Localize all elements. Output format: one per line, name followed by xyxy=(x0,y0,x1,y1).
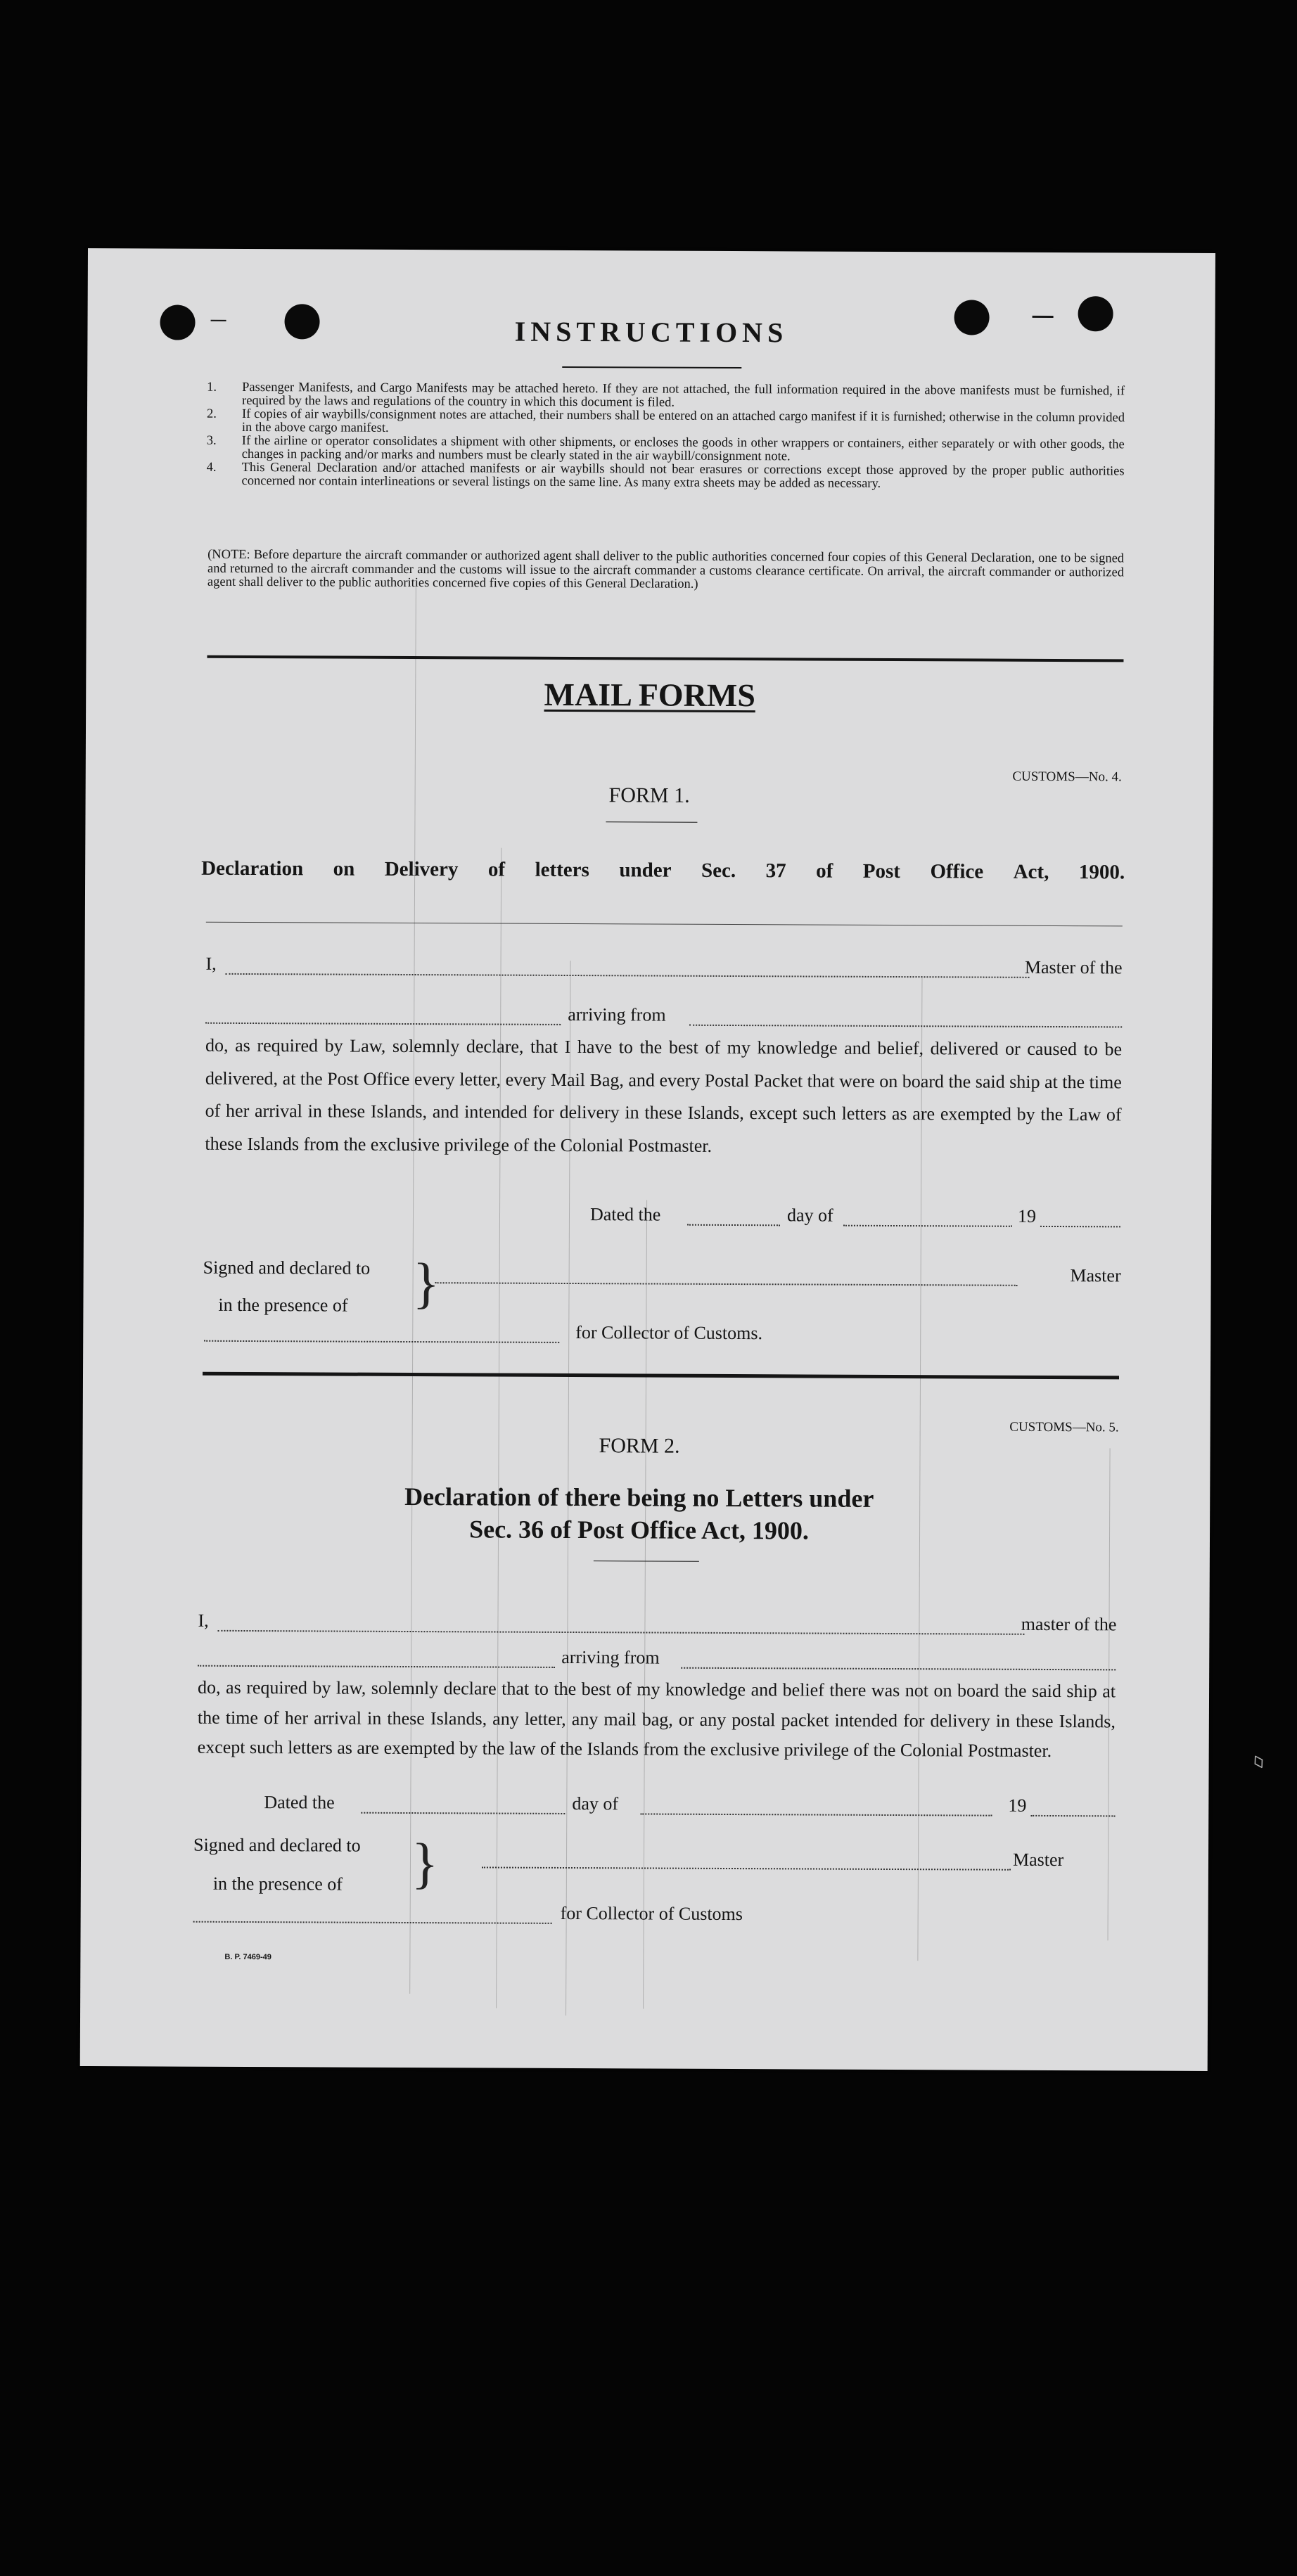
form1-master-signature-field[interactable] xyxy=(435,1282,1018,1286)
form1-for-collector: for Collector of Customs. xyxy=(575,1322,763,1344)
form2-arriving-from: arriving from xyxy=(561,1646,660,1668)
form1-master-label: Master xyxy=(1070,1265,1121,1286)
form1-signed-line1: Signed and declared to xyxy=(203,1257,371,1279)
instruction-item: 2. If copies of air waybills/consignment notes are attached, their numbers shall be entered on an attached cargo manifest if it is furnished; otherwise in the column provided in the above cargo manifest. xyxy=(206,406,1125,435)
form1-declaration-heading: Declaration on Delivery of letters under Sec. 37 of Post Office Act, 1900. xyxy=(201,857,1125,884)
form2-day-field[interactable] xyxy=(361,1812,565,1814)
form2-name-field[interactable] xyxy=(217,1630,1024,1635)
fold-crease xyxy=(643,1200,647,2008)
form2-collector-field[interactable] xyxy=(193,1921,552,1924)
form1-customs-number: CUSTOMS—No. 4. xyxy=(1012,769,1122,785)
instructions-title: INSTRUCTIONS xyxy=(514,315,788,349)
form1-ship-field[interactable] xyxy=(205,1023,561,1025)
form2-i-label: I, xyxy=(198,1610,209,1631)
form1-title: FORM 1. xyxy=(608,783,690,807)
instruction-item: 1. Passenger Manifests, and Cargo Manifests may be attached hereto. If they are not attached, the full information required in the above manifests must be furnished, if required by the laws and regulations of the country in which this document is filed. xyxy=(207,380,1125,410)
form2-year-field[interactable] xyxy=(1030,1815,1115,1817)
form1-day-field[interactable] xyxy=(687,1224,780,1226)
form2-master-label: Master xyxy=(1012,1849,1064,1871)
document-page xyxy=(80,248,1215,2071)
form1-arriving-from: arriving from xyxy=(568,1004,666,1025)
mail-forms-title: MAIL FORMS xyxy=(544,676,755,714)
form2-brace: } xyxy=(411,1833,439,1895)
form2-title: FORM 2. xyxy=(599,1434,680,1458)
form2-year: 19 xyxy=(1008,1795,1027,1816)
instructions-note: (NOTE: Before departure the aircraft commander or authorized agent shall deliver to the public authorities concerned four copies of this General Declaration, one to be signed and returned to the aircraft commander and the customs will issue to the aircraft commander a customs clearance certificate. On arrival, the aircraft commander or authorized agent shall deliver to the public authorities concerned five copies of this General Declaration.) xyxy=(207,547,1125,591)
form2-master-signature-field[interactable] xyxy=(482,1866,1011,1870)
speck-mark: ◊ xyxy=(1248,1750,1269,1774)
form1-title-underline xyxy=(606,821,697,823)
form2-day-of: day of xyxy=(572,1793,619,1814)
form1-name-field[interactable] xyxy=(225,973,1029,978)
form1-day-of: day of xyxy=(786,1205,833,1226)
form2-master-of-the: master of the xyxy=(1021,1613,1117,1635)
instruction-item: 4. This General Declaration and/or attached manifests or air waybills should not bear erasures or corrections except those approved by the proper public authorities concerned nor contain interlineations or several listings on the same line. As many extra sheets may be added as necessary. xyxy=(206,460,1125,491)
title-underline xyxy=(562,366,741,369)
form1-signed-line2: in the presence of xyxy=(218,1294,348,1316)
form1-origin-field[interactable] xyxy=(689,1025,1122,1028)
form2-declaration-line1: Declaration of there being no Letters under xyxy=(404,1482,874,1513)
form1-heading-rule xyxy=(206,922,1123,927)
form1-master-of-the: Master of the xyxy=(1024,956,1123,978)
instructions-list xyxy=(207,381,1125,492)
form2-ship-field[interactable] xyxy=(198,1665,555,1668)
instruction-item: 3. If the airline or operator consolidates a shipment with other shipments, or encloses the goods in other wrappers or containers, either separately or with other goods, the changes in packing and/or marks and numbers must be clearly stated in the air waybill/consignment note. xyxy=(206,433,1125,464)
section-divider xyxy=(207,655,1123,662)
form1-collector-field[interactable] xyxy=(204,1340,559,1343)
form1-i-label: I, xyxy=(205,953,217,974)
form-divider xyxy=(203,1372,1119,1380)
form2-heading-underline xyxy=(594,1561,699,1562)
print-code: B. P. 7469-49 xyxy=(224,1952,271,1962)
form2-month-field[interactable] xyxy=(640,1813,992,1816)
form2-declaration-line2: Sec. 36 of Post Office Act, 1900. xyxy=(469,1515,810,1545)
form1-dated-the: Dated the xyxy=(589,1204,661,1225)
form1-year-field[interactable] xyxy=(1040,1226,1120,1227)
form1-year: 19 xyxy=(1017,1205,1037,1226)
form1-month-field[interactable] xyxy=(843,1225,1012,1227)
form2-body: do, as required by law, solemnly declare that to the best of my knowledge and belief there was not on board the said ship at the time of her arrival in these Islands, any letter, any mail bag, or any postal packet intended for delivery in these Islands, except such letters as are exempted by the law of the Islands from the exclusive privilege of the Colonial Postmaster. xyxy=(197,1677,1116,1761)
form1-brace: } xyxy=(412,1252,440,1315)
form2-customs-number: CUSTOMS—No. 5. xyxy=(1009,1419,1119,1435)
fold-crease xyxy=(496,848,501,2008)
form2-dated-the: Dated the xyxy=(264,1792,335,1813)
form2-signed-line2: in the presence of xyxy=(212,1873,343,1895)
form1-body: do, as required by Law, solemnly declare, that I have to the best of my knowledge and belief, delivered or caused to be delivered, at the Post Office every letter, every Mail Bag, and every Postal Packet that were on board the said ship at the time of her arrival in these Islands, and intended for delivery in these Islands, except such letters as are exempted by the Law of these Islands from the exclusive privilege of the Colonial Postmaster. xyxy=(205,1034,1123,1156)
form2-origin-field[interactable] xyxy=(681,1667,1116,1671)
form2-signed-line1: Signed and declared to xyxy=(193,1834,361,1856)
form2-for-collector: for Collector of Customs xyxy=(560,1902,743,1925)
